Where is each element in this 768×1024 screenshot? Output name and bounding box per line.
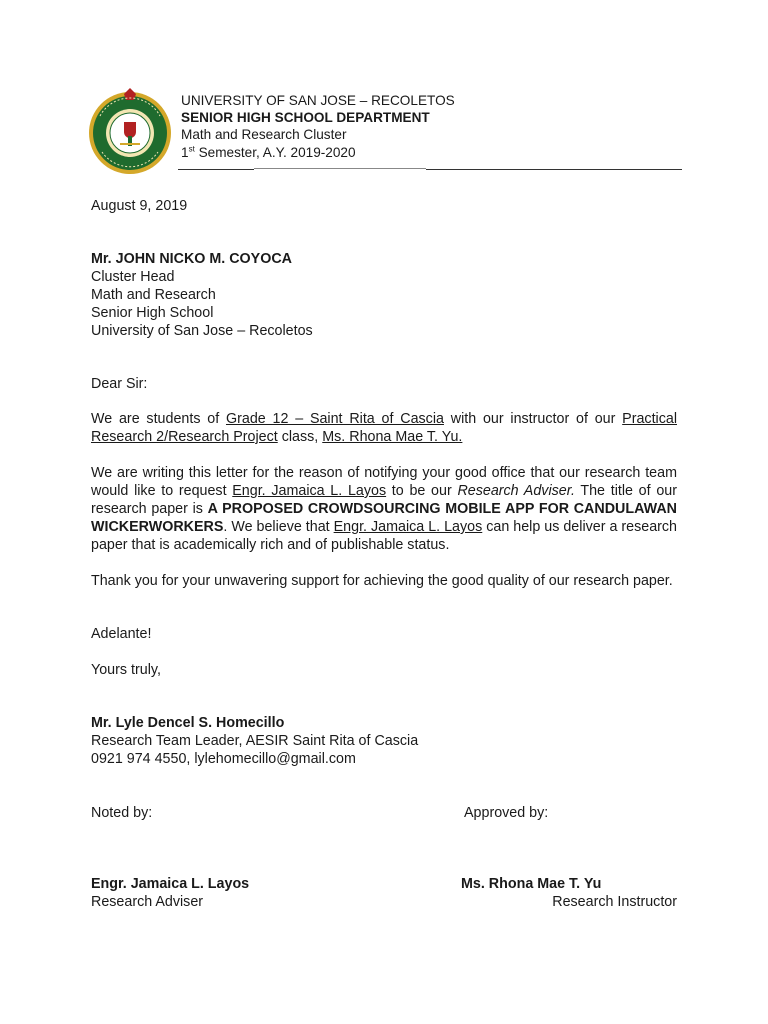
recipient-school: Senior High School [91, 305, 214, 321]
para2-text-5: can help us deliver a research paper that is academically rich and of publishable status. [91, 519, 678, 553]
sender-name: Mr. Lyle Dencel S. Homecillo [91, 715, 285, 731]
sender-role: Research Team Leader, AESIR Saint Rita of Cascia [91, 733, 419, 749]
noted-by-label: Noted by: [91, 805, 153, 821]
para2-text-3: The title of our research paper is [91, 483, 677, 517]
recipient-university: University of San Jose – Recoletos [91, 323, 313, 339]
salutation: Dear Sir: [91, 376, 148, 392]
para1-text-3: class, [277, 429, 323, 445]
letterhead-semester [181, 144, 356, 161]
noted-by-name: Engr. Jamaica L. Layos [91, 876, 250, 892]
letter-date: August 9, 2019 [91, 198, 188, 214]
semester-number: 1 [181, 145, 189, 160]
para1-text-1: We are students of [91, 411, 226, 427]
paragraph-intro [91, 410, 677, 446]
para2-text-2: to be our [386, 483, 458, 499]
para1-course: Practical Research 2/Research Project [91, 411, 677, 445]
paragraph-request [91, 464, 677, 554]
para1-grade: Grade 12 – Saint Rita of Cascia [225, 411, 444, 427]
letterhead-university: UNIVERSITY OF SAN JOSE – RECOLETOS [181, 93, 455, 108]
para2-adviser-2: Engr. Jamaica L. Layos [333, 519, 483, 535]
paragraph-thanks: Thank you for your unwavering support for achieving the good quality of our research paper. [91, 573, 673, 589]
sender-contact: 0921 974 4550, lylehomecillo@gmail.com [91, 751, 356, 767]
para2-text-1: We are writing this letter for the reason of notifying your good office that our research team would like to request [91, 465, 677, 499]
recipient-title: Cluster Head [91, 269, 175, 285]
recipient-name: Mr. JOHN NICKO M. COYOCA [91, 251, 292, 267]
header-rule-mid [254, 168, 426, 169]
semester-ordinal: st [188, 144, 195, 154]
closing-line: Yours truly, [91, 662, 161, 678]
university-seal-logo [84, 86, 176, 176]
para2-paper-title: A PROPOSED CROWDSOURCING MOBILE APP FOR CANDULAWAN WICKERWORKERS [91, 501, 677, 535]
semester-rest: Semester, A.Y. 2019-2020 [194, 145, 356, 160]
approved-by-role: Research Instructor [552, 894, 677, 910]
recipient-unit: Math and Research [91, 287, 216, 303]
approved-by-name: Ms. Rhona Mae T. Yu [461, 876, 602, 892]
para1-text-2: with our instructor of our [443, 411, 623, 427]
para1-instructor: Ms. Rhona Mae T. Yu. [322, 429, 463, 445]
para2-adviser: Engr. Jamaica L. Layos [232, 483, 387, 499]
noted-by-role: Research Adviser [91, 894, 204, 910]
para2-role: Research Adviser. [457, 483, 575, 499]
header-rule-right [426, 169, 682, 170]
letterhead-department: SENIOR HIGH SCHOOL DEPARTMENT [181, 110, 430, 125]
approved-by-label: Approved by: [464, 805, 549, 821]
letterhead-cluster: Math and Research Cluster [181, 127, 347, 142]
header-rule-left [178, 169, 254, 170]
adelante-line: Adelante! [91, 626, 152, 642]
para2-text-4: . We believe that [223, 519, 334, 535]
